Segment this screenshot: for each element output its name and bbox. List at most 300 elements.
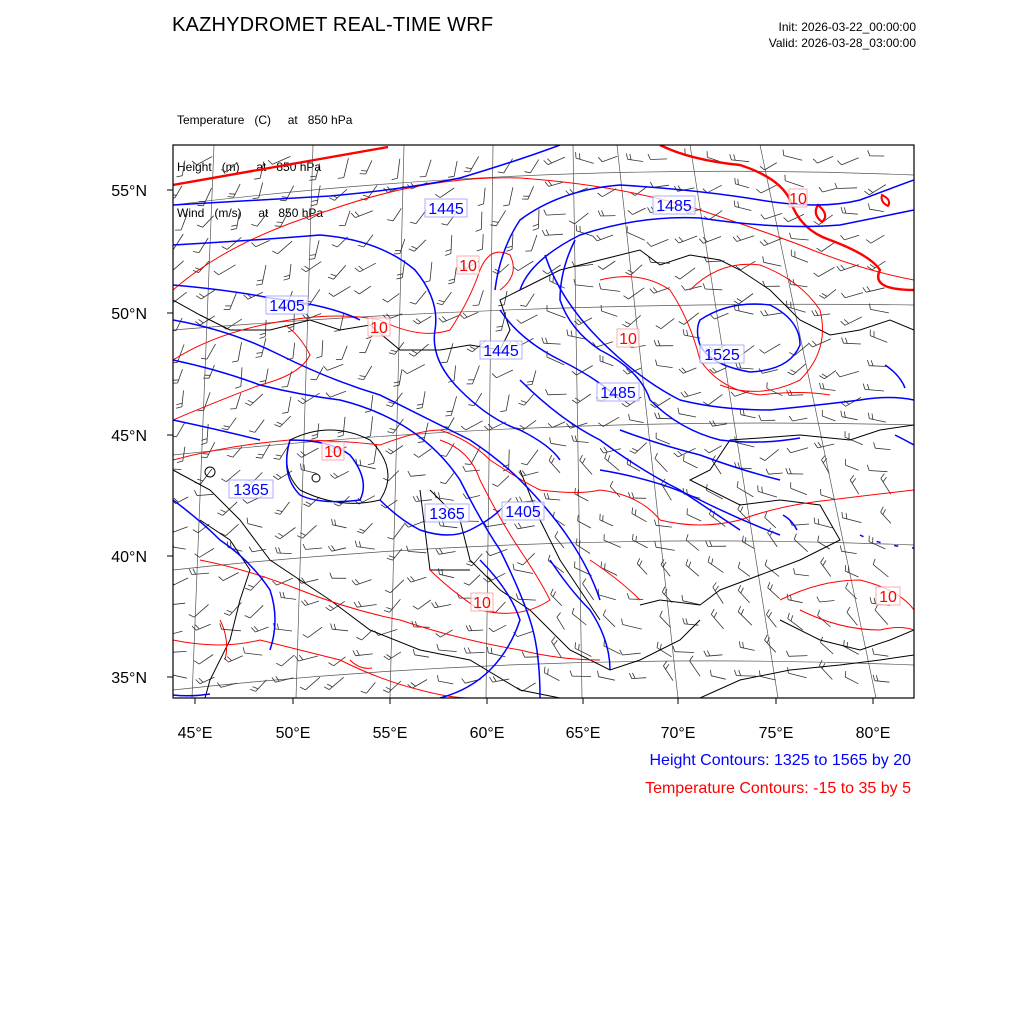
svg-text:10: 10 (473, 595, 491, 612)
wind-barb-flag (214, 271, 219, 275)
wind-barb-flag (790, 233, 792, 239)
wind-barb (388, 294, 400, 303)
wind-barb-flag (353, 650, 356, 655)
wind-barb (418, 600, 431, 609)
wind-barb-flag (260, 333, 266, 335)
wind-barb-flag (272, 251, 277, 254)
wind-barb (397, 159, 399, 178)
wind-barb (632, 208, 645, 214)
wind-barb (628, 315, 641, 327)
wind-barb-flag (418, 442, 424, 443)
svg-text:10: 10 (459, 258, 477, 275)
wind-barb (262, 265, 266, 284)
wind-barb-flag (597, 235, 601, 240)
wind-barb (785, 181, 804, 187)
wind-barb (765, 517, 776, 527)
wind-barb (844, 235, 859, 240)
wind-barb-flag (417, 408, 423, 409)
wind-barb (680, 268, 695, 279)
wind-barb-flag (432, 603, 435, 608)
wind-barb (281, 598, 296, 600)
wind-barb-flag (547, 493, 549, 499)
wind-barb-flag (794, 568, 795, 574)
wind-barb (551, 594, 562, 606)
wind-barb (467, 652, 485, 653)
wind-barb-flag (868, 203, 869, 209)
wind-barb (196, 624, 211, 630)
wind-barb (740, 647, 754, 650)
wind-barb-flag (686, 534, 688, 540)
wind-barb-flag (331, 624, 333, 630)
wind-barb (514, 570, 533, 574)
wind-barb-flag (410, 222, 416, 224)
wind-barb-flag (167, 647, 169, 653)
wind-barb-flag (769, 612, 772, 617)
wind-barb (622, 653, 640, 655)
svg-text:10: 10 (789, 191, 807, 208)
wind-barb-flag (384, 610, 390, 612)
wind-barb (531, 160, 539, 173)
wind-barb (521, 315, 537, 324)
wind-barb (601, 568, 617, 576)
wind-barb-flag (544, 667, 545, 673)
wind-barb (221, 683, 237, 687)
wind-barb-flag (760, 350, 765, 354)
wind-barb-flag (222, 247, 227, 250)
wind-barb-flag (864, 191, 869, 195)
wind-barb-flag (247, 518, 248, 524)
wind-barb-flag (309, 180, 315, 181)
wind-barb (241, 367, 242, 386)
svg-text:10: 10 (324, 444, 342, 461)
wind-barb-flag (629, 673, 632, 679)
wind-barb-flag (276, 676, 280, 681)
wind-barb-flag (551, 589, 554, 595)
wind-barb-flag (518, 523, 521, 528)
wind-barb (580, 460, 592, 474)
wind-barb (869, 419, 886, 423)
wind-barb (557, 617, 565, 629)
wind-barb-flag (167, 300, 172, 303)
wind-barb-flag (275, 513, 281, 515)
wind-barb (635, 443, 647, 454)
height-label (502, 502, 544, 521)
wind-barb-flag (284, 275, 290, 277)
wind-barb-flag (279, 547, 281, 553)
wind-barb-flag (881, 474, 885, 479)
wind-barb-flag (572, 608, 574, 614)
wind-barb-flag (171, 669, 172, 675)
wind-barb-flag (464, 171, 470, 172)
wind-barb-flag (533, 228, 539, 230)
wind-barb (334, 265, 346, 279)
wind-barb-flag (844, 207, 846, 213)
lat-label: 40°N (111, 549, 147, 566)
wind-barb-flag (515, 524, 518, 529)
wind-barb-flag (786, 651, 788, 657)
wind-barb (170, 651, 187, 652)
wind-barb (393, 208, 401, 221)
wind-barb-flag (841, 411, 842, 417)
wind-barb-flag (679, 322, 684, 325)
wind-barb (869, 542, 885, 549)
wind-barb (738, 590, 749, 602)
wind-barb-flag (496, 330, 502, 331)
wind-barb-flag (527, 381, 533, 382)
wind-barb-flag (468, 648, 470, 654)
wind-barb (675, 652, 694, 653)
wind-barb (552, 642, 562, 658)
wind-barb (469, 575, 480, 586)
wind-barb-flag (628, 210, 632, 214)
wind-barb-flag (847, 607, 850, 612)
wind-barb-flag (467, 349, 472, 352)
height-label (266, 296, 308, 315)
temperature-contours (173, 145, 914, 698)
wind-barb-flag (176, 407, 182, 409)
wind-barb-flag (166, 583, 170, 587)
wind-barb (600, 520, 613, 526)
wind-barb-flag (384, 656, 389, 660)
wind-barb-flag (520, 305, 526, 306)
wind-barb-flag (491, 648, 492, 654)
wind-barb-flag (814, 221, 819, 224)
wind-barb-flag (330, 573, 332, 579)
wind-barb (342, 346, 347, 360)
wind-barb-flag (546, 230, 549, 236)
wind-barb-flag (323, 366, 327, 371)
wind-barb-flag (248, 585, 254, 587)
wind-barb-flag (598, 266, 603, 269)
wind-barb-flag (447, 411, 453, 412)
wind-barb (684, 461, 698, 468)
wind-barb-flag (517, 563, 523, 565)
wind-barb-flag (355, 212, 359, 216)
wind-barb-flag (248, 400, 253, 403)
wind-barb-flag (437, 644, 439, 650)
wind-barb-flag (633, 673, 636, 679)
wind-barb-flag (357, 531, 363, 533)
wind-barb-flag (650, 289, 654, 294)
wind-barb (414, 240, 426, 252)
wind-barb (236, 393, 241, 408)
wind-barb-flag (622, 404, 627, 407)
wind-barb-flag (593, 236, 597, 241)
wind-barb-flag (624, 296, 629, 299)
wind-barb (172, 261, 183, 271)
wind-barb-flag (461, 426, 466, 430)
wind-barb (532, 371, 536, 385)
wind-barb-flag (678, 451, 682, 455)
wind-barb (679, 236, 697, 243)
wind-barb-flag (791, 615, 793, 621)
wind-barb (544, 673, 559, 681)
wind-barb (317, 185, 320, 204)
wind-barb-flag (469, 625, 472, 630)
wind-barb-flag (818, 519, 819, 525)
wind-barb-flag (442, 316, 446, 320)
wind-barb-flag (464, 583, 469, 586)
wind-barb (228, 656, 242, 662)
wind-barb-flag (705, 449, 710, 453)
wind-barb (259, 183, 263, 198)
wind-barb-flag (466, 168, 472, 169)
wind-barb (764, 344, 780, 353)
wind-barb (391, 446, 403, 455)
wind-barb-flag (791, 302, 792, 308)
wind-barb (278, 241, 293, 254)
wind-barb-flag (549, 455, 552, 460)
wind-barb-flag (660, 611, 663, 617)
wind-barb (280, 528, 296, 539)
wind-barb-flag (605, 563, 606, 569)
wind-barb (686, 540, 699, 550)
wind-barb-flag (575, 642, 576, 648)
wind-barb-flag (280, 200, 286, 201)
wind-barb (793, 418, 808, 421)
wind-barb-flag (533, 224, 539, 226)
wind-barb (411, 475, 426, 477)
wind-barb-flag (783, 150, 784, 156)
wind-barb-flag (167, 668, 168, 674)
wind-barb-flag (542, 338, 544, 344)
wind-barb (481, 212, 482, 230)
wind-barb (765, 163, 777, 170)
wind-barb-flag (876, 675, 878, 681)
lon-label: 70°E (660, 725, 696, 742)
wind-barb (600, 361, 613, 366)
wind-barb-flag (513, 564, 514, 570)
wind-barb-flag (630, 154, 631, 160)
wind-barb (412, 680, 427, 689)
wind-barb-flag (297, 536, 302, 539)
wind-barb-flag (235, 386, 241, 388)
wind-barb-flag (788, 372, 793, 375)
wind-barb-flag (392, 178, 398, 180)
wind-barb-flag (521, 401, 527, 403)
svg-text:10: 10 (370, 320, 388, 337)
wind-barb (280, 502, 289, 515)
wind-barb-flag (544, 493, 546, 499)
wind-barb-flag (445, 254, 451, 256)
wind-barb-flag (608, 455, 610, 461)
wind-barb-flag (243, 499, 248, 503)
wind-barb (167, 603, 185, 605)
wind-barb (575, 494, 589, 501)
wind-barb-flag (842, 338, 844, 344)
wind-barb-flag (260, 337, 266, 339)
wind-barb (548, 157, 565, 165)
wind-barb-flag (762, 487, 763, 493)
wind-barb-flag (487, 647, 488, 653)
wind-barb-flag (814, 273, 819, 277)
wind-barb (865, 389, 884, 391)
wind-barb-flag (630, 451, 635, 454)
wind-barb (760, 676, 776, 680)
longitude-labels (178, 725, 891, 742)
wind-barb-flag (385, 590, 390, 593)
wind-barb-flag (598, 671, 599, 677)
wind-barb-flag (334, 624, 336, 630)
svg-text:10: 10 (619, 331, 637, 348)
wind-barb-flag (383, 299, 388, 302)
wind-barb (255, 420, 264, 433)
wind-barb-flag (492, 484, 497, 487)
wind-barb-flag (817, 597, 820, 602)
wind-barb-flag (197, 479, 203, 481)
wind-barb-flag (703, 283, 705, 289)
wind-barb (408, 551, 426, 552)
wind-barb-flag (334, 504, 340, 507)
wind-barb (176, 422, 185, 436)
wind-barb (280, 416, 291, 427)
wind-barb (794, 539, 808, 551)
wind-barb (364, 366, 372, 380)
wind-barb-flag (819, 187, 823, 192)
wind-barb-flag (195, 625, 199, 629)
wind-barb-flag (814, 443, 817, 448)
field-temperature: Temperature (C) at 850 hPa (177, 113, 353, 127)
wind-barb-flag (413, 606, 418, 609)
wind-barb (172, 292, 186, 303)
wind-barb (230, 293, 237, 310)
wind-barb (548, 394, 567, 395)
wind-barb (301, 470, 316, 474)
wind-barb (737, 368, 753, 369)
wind-barb (657, 648, 672, 657)
wind-barb-flag (818, 536, 819, 542)
wind-barb-flag (166, 529, 170, 534)
wind-barb (363, 523, 373, 533)
wind-barb-flag (254, 626, 258, 631)
wind-barb-flag (522, 652, 524, 658)
wind-barb (522, 683, 535, 691)
wind-barb-flag (658, 413, 660, 419)
wind-barb (419, 449, 432, 458)
wind-barb-flag (478, 204, 484, 206)
wind-barb-flag (521, 463, 527, 465)
wind-barb (182, 391, 184, 407)
wind-barb-flag (574, 321, 579, 325)
wind-barb (484, 188, 486, 204)
wind-barb-flag (572, 400, 577, 403)
wind-barb (765, 213, 783, 219)
wind-barb (632, 678, 646, 679)
wind-barb-flag (818, 442, 821, 447)
wind-barb-flag (396, 278, 402, 279)
wind-barb-flag (766, 469, 769, 474)
wind-barb-flag (386, 405, 392, 407)
wind-barb-flag (662, 587, 665, 593)
wind-barb (551, 443, 567, 446)
wind-barb-flag (387, 314, 391, 318)
wind-barb-flag (761, 214, 765, 219)
wind-barb-flag (626, 153, 627, 159)
wind-barb-flag (441, 429, 447, 430)
wind-barb (275, 629, 292, 631)
wind-barb-flag (734, 301, 739, 304)
wind-barb-flag (817, 248, 822, 251)
wind-barb-flag (870, 597, 872, 603)
wind-barb (846, 465, 859, 470)
wind-barb-flag (409, 249, 415, 251)
wind-barb (250, 605, 263, 618)
wind-barb-flag (737, 481, 738, 487)
wind-barb-flag (572, 435, 574, 441)
wind-barb-flag (738, 462, 740, 468)
wind-barb (531, 235, 537, 251)
wind-barb-flag (393, 385, 399, 386)
wind-barb (637, 564, 647, 575)
wind-barb-flag (760, 241, 764, 245)
wind-barb-flag (413, 320, 418, 324)
wind-barb (509, 187, 513, 205)
wind-barb-flag (743, 410, 744, 416)
wind-barb-flag (790, 370, 795, 373)
wind-barb-flag (199, 678, 203, 682)
wind-barb-flag (715, 586, 719, 591)
wind-barb-flag (786, 468, 788, 474)
wind-barb-flag (789, 416, 792, 421)
wind-barb (793, 364, 806, 375)
wind-barb-flag (871, 360, 873, 366)
wind-barb-flag (552, 637, 556, 642)
wind-barb-flag (763, 256, 764, 262)
wind-barb (167, 631, 182, 635)
wind-barb-flag (580, 455, 583, 460)
wind-barb (573, 441, 588, 442)
wind-barb-flag (760, 458, 765, 461)
wind-barb (661, 565, 670, 577)
wind-barb-flag (365, 411, 371, 412)
wind-barb (293, 343, 295, 359)
wind-barb-flag (575, 488, 576, 494)
wind-barb (825, 371, 836, 379)
wind-barb-flag (437, 303, 443, 305)
wind-barb-flag (765, 310, 768, 315)
wind-barb (464, 312, 478, 318)
wind-barb-flag (301, 464, 302, 470)
wind-barb (496, 210, 505, 225)
wind-barb-flag (257, 280, 263, 281)
wind-barb-flag (604, 447, 608, 452)
wind-barb (227, 162, 238, 172)
wind-barb-flag (737, 299, 742, 302)
wind-barb (842, 417, 858, 420)
wind-barb-flag (842, 512, 843, 518)
wind-barb-flag (883, 477, 887, 482)
wind-barb-flag (316, 356, 322, 358)
wind-barb-flag (516, 594, 518, 600)
wind-barb-flag (464, 648, 466, 654)
wind-barb (657, 418, 673, 419)
wind-barb-flag (739, 670, 741, 676)
wind-barb (847, 612, 858, 625)
wind-barb-flag (679, 237, 683, 242)
wind-barb-flag (812, 311, 815, 316)
wind-barb (869, 471, 887, 472)
wind-barb-flag (298, 400, 303, 404)
wind-barb-flag (636, 536, 637, 542)
wind-barb (708, 394, 722, 405)
temperature-label (471, 593, 493, 612)
wind-barb (627, 464, 640, 471)
wind-barb-flag (579, 644, 580, 650)
wind-barb (526, 294, 534, 307)
wind-barb (454, 267, 456, 282)
wind-barb-flag (189, 615, 194, 618)
wind-barb-flag (477, 249, 483, 251)
